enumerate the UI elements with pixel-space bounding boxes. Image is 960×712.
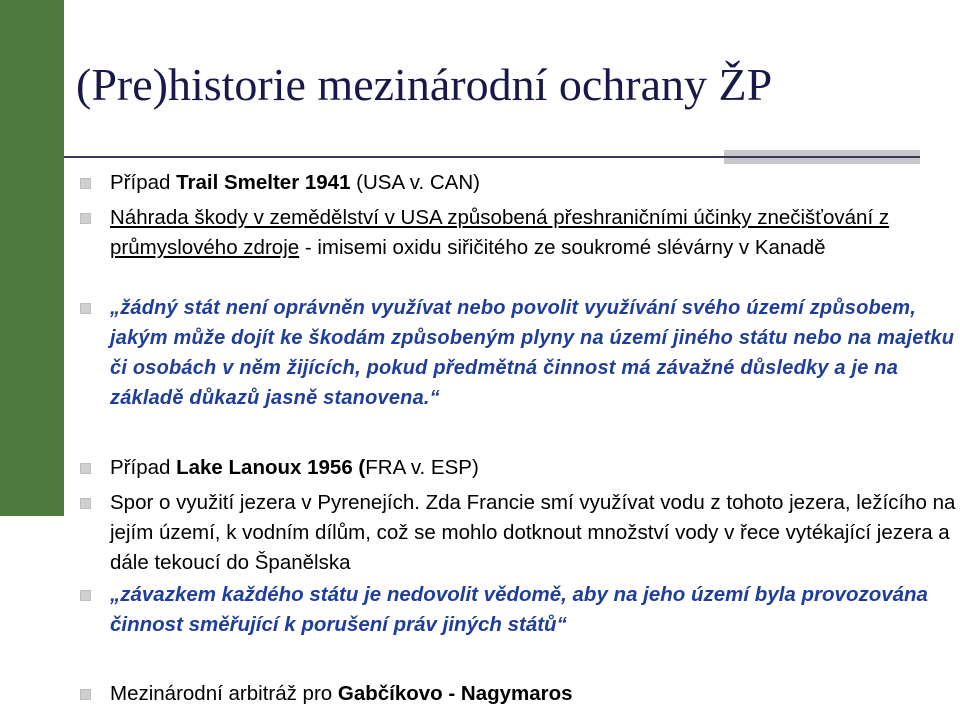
quote-text: „žádný stát není oprávněn využívat nebo povolit využívání svého území způsobem, jakým může dojít ke škodám způsobeným plyny na území jiného státu nebo na majetku či osobách v něm žijících, pokud předmětná činnost má závažné důsledky a je na základě důkazů jasně stanovena.“ (110, 297, 955, 409)
underlined-phrase: Náhrada škody v zemědělství v USA způsobená přeshraničními účinky znečišťování z průmyslového zdroje (110, 206, 890, 259)
bullet-lake-lanoux-description (80, 488, 956, 578)
bullet-square-icon (80, 303, 91, 314)
bullet-text: Případ Trail Smelter 1941 (USA v. CAN) (110, 171, 480, 194)
bullet-text: Mezinárodní arbitráž pro Gabčíkovo - Nagymaros (110, 682, 573, 705)
bullet-lake-lanoux-quote (80, 580, 956, 640)
slide-title: (Pre)historie mezinárodní ochrany ŽP (76, 59, 773, 110)
bullet-square-icon (80, 463, 91, 474)
bullet-text: Případ Lake Lanoux 1956 (FRA v. ESP) (110, 456, 479, 479)
bullet-trail-smelter-quote (80, 293, 956, 413)
bullet-text: Náhrada škody v zemědělství v USA způsobená přeshraničními účinky znečišťování z průmyslového zdroje - imisemi oxidu siřičitého ze soukromé slévárny v Kanadě (110, 206, 890, 259)
bullet-square-icon (80, 178, 91, 189)
case-name: Lake Lanoux 1956 ( (176, 456, 366, 479)
bullet-square-icon (80, 498, 91, 509)
bullet-trail-smelter (80, 168, 956, 198)
case-name: Gabčíkovo - Nagymaros (337, 682, 573, 705)
title-underline (64, 156, 920, 158)
bullet-gabcikovo (80, 679, 956, 709)
bullet-text: Spor o využití jezera v Pyrenejích. Zda Francie smí využívat vodu z tohoto jezera, ležícího na jejím území, k vodním dílům, což se mohlo dotknout množství vody v řece vytékající jezera a dále tekoucí do Španělska (110, 491, 956, 574)
bullet-damages-description (80, 203, 956, 263)
bullet-square-icon (80, 213, 91, 224)
bullet-square-icon (80, 689, 91, 700)
quote-text: „závazkem každého státu je nedovolit vědomě, aby na jeho území byla provozována činnost směřující k porušení práv jiných států“ (110, 583, 928, 636)
case-name: Trail Smelter 1941 (176, 171, 351, 194)
bullet-square-icon (80, 590, 91, 601)
sidebar-accent-bar (0, 0, 64, 516)
bullet-lake-lanoux (80, 453, 956, 483)
